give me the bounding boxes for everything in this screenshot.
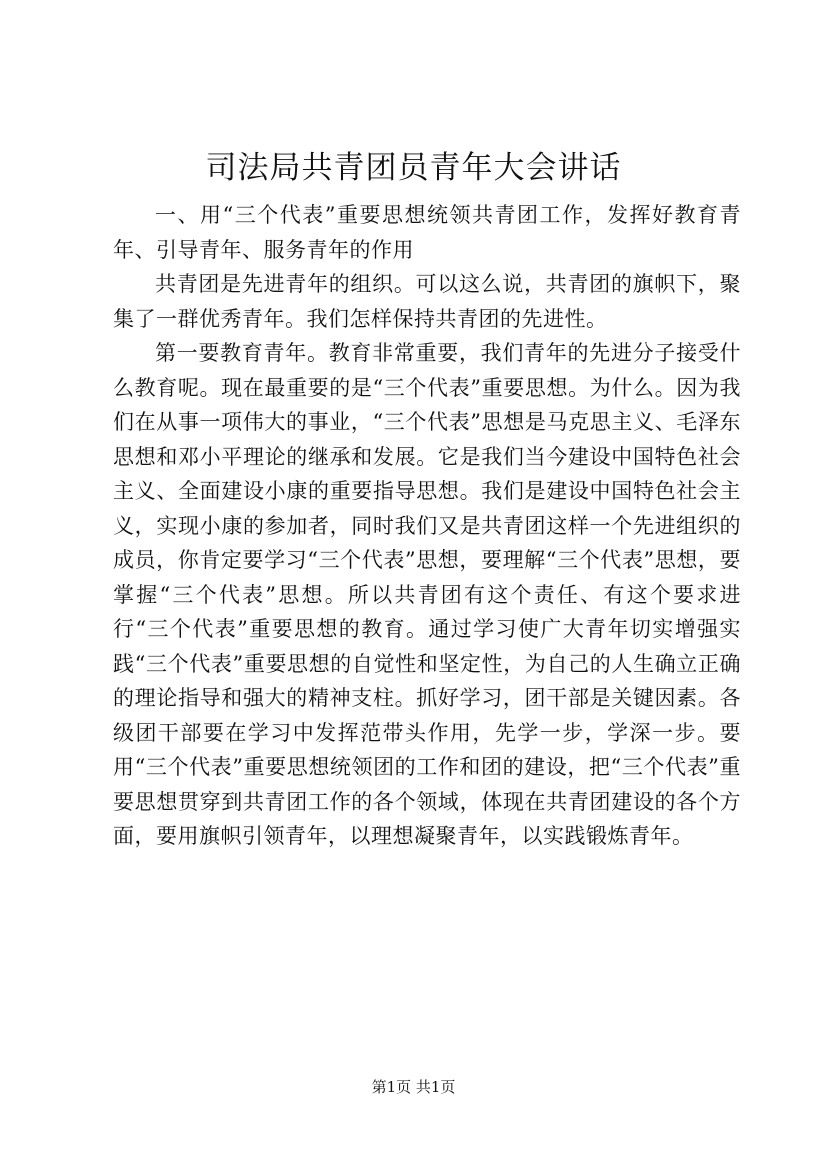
document-body: [113, 198, 741, 854]
section-heading-paragraph: 一、用“三个代表”重要思想统领共青团工作，发挥好教育青年、引导青年、服务青年的作用: [113, 203, 741, 262]
body-paragraph: 共青团是先进青年的组织。可以这么说，共青团的旗帜下，聚集了一群优秀青年。我们怎样保持共青团的先进性。: [113, 272, 741, 331]
body-paragraph: 第一要教育青年。教育非常重要，我们青年的先进分子接受什么教育呢。现在最重要的是“三个代表”重要思想。为什么。因为我们在从事一项伟大的事业，“三个代表”思想是马克思主义、毛泽东思想和邓小平理论的继承和发展。它是我们当今建设中国特色社会主义、全面建设小康的重要指导思想。我们是建设中国特色社会主义，实现小康的参加者，同时我们又是共青团这样一个先进组织的成员，你肯定要学习“三个代表”思想，要理解“三个代表”思想，要掌握“三个代表”思想。所以共青团有这个责任、有这个要求进行“三个代表”重要思想的教育。通过学习使广大青年切实增强实践“三个代表”重要思想的自觉性和坚定性，为自己的人生确立正确的理论指导和强大的精神支柱。抓好学习，团干部是关键因素。各级团干部要在学习中发挥范带头作用，先学一步，学深一步。要用“三个代表”重要思想统领团的工作和团的建设，把“三个代表”重要思想贯穿到共青团工作的各个领域，体现在共青团建设的各个方面，要用旗帜引领青年，以理想凝聚青年，以实践锻炼青年。: [113, 341, 741, 848]
page-footer: 第1页 共1页: [371, 1078, 456, 1096]
document-title: 司法局共青团员青年大会讲话: [205, 150, 622, 186]
